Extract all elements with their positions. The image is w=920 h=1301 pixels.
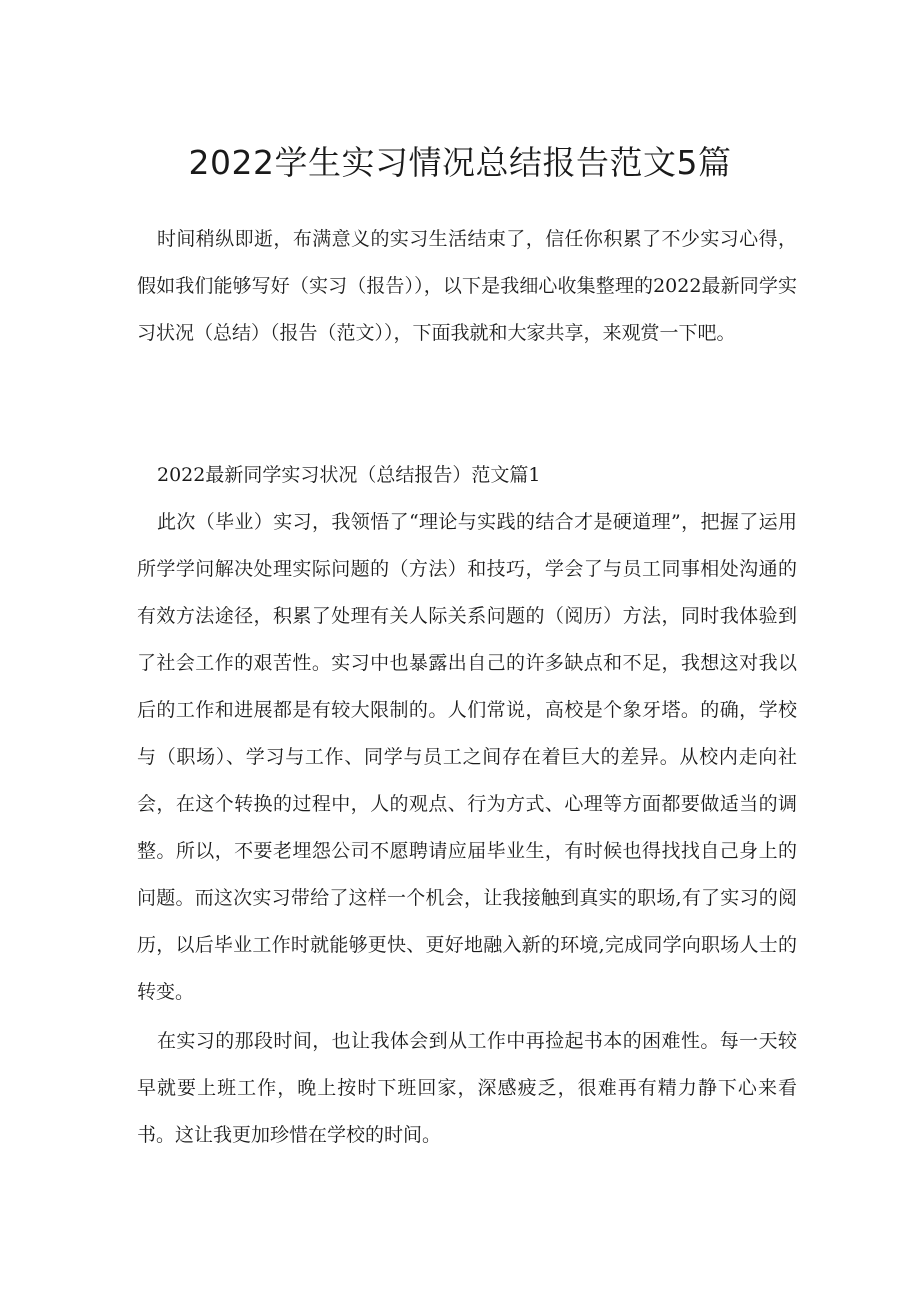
section-heading: 2022最新同学实习状况（总结报告）范文篇1 bbox=[157, 464, 541, 486]
body-paragraph-1: 此次（毕业）实习，我领悟了“理论与实践的结合才是硬道理”，把握了运用所学学问解决处理实际问题的（方法）和技巧，学会了与员工同事相处沟通的有效方法途径，积累了处理有关人际关系问题的（阅历）方法，同时我体验到了社会工作的艰苦性。实习中也暴露出自己的许多缺点和不足，我想这对我以后的工作和进展都是有较大限制的。人们常说，高校是个象牙塔。的确，学校与（职场）、学习与工作、同学与员工之间存在着巨大的差异。从校内走向社会，在这个转换的过程中，人的观点、行为方式、心理等方面都要做适当的调整。所以，不要老埋怨公司不愿聘请应届毕业生，有时候也得找找自己身上的问题。而这次实习带给了这样一个机会，让我接触到真实的职场,有了实习的阅历，以后毕业工作时就能够更快、更好地融入新的环境,完成同学向职场人士的转变。 bbox=[137, 511, 797, 1003]
intro-paragraph: 时间稍纵即逝，布满意义的实习生活结束了，信任你积累了不少实习心得，假如我们能够写好（实习（报告）），以下是我细心收集整理的2022最新同学实习状况（总结）（报告（范文）），下面我就和大家共享，来观赏一下吧。 bbox=[137, 228, 797, 344]
body-paragraph-2: 在实习的那段时间，也让我体会到从工作中再捡起书本的困难性。每一天较早就要上班工作，晚上按时下班回家，深感疲乏，很难再有精力静下心来看书。这让我更加珍惜在学校的时间。 bbox=[137, 1030, 797, 1146]
document-title: 2022学生实习情况总结报告范文5篇 bbox=[188, 143, 732, 182]
